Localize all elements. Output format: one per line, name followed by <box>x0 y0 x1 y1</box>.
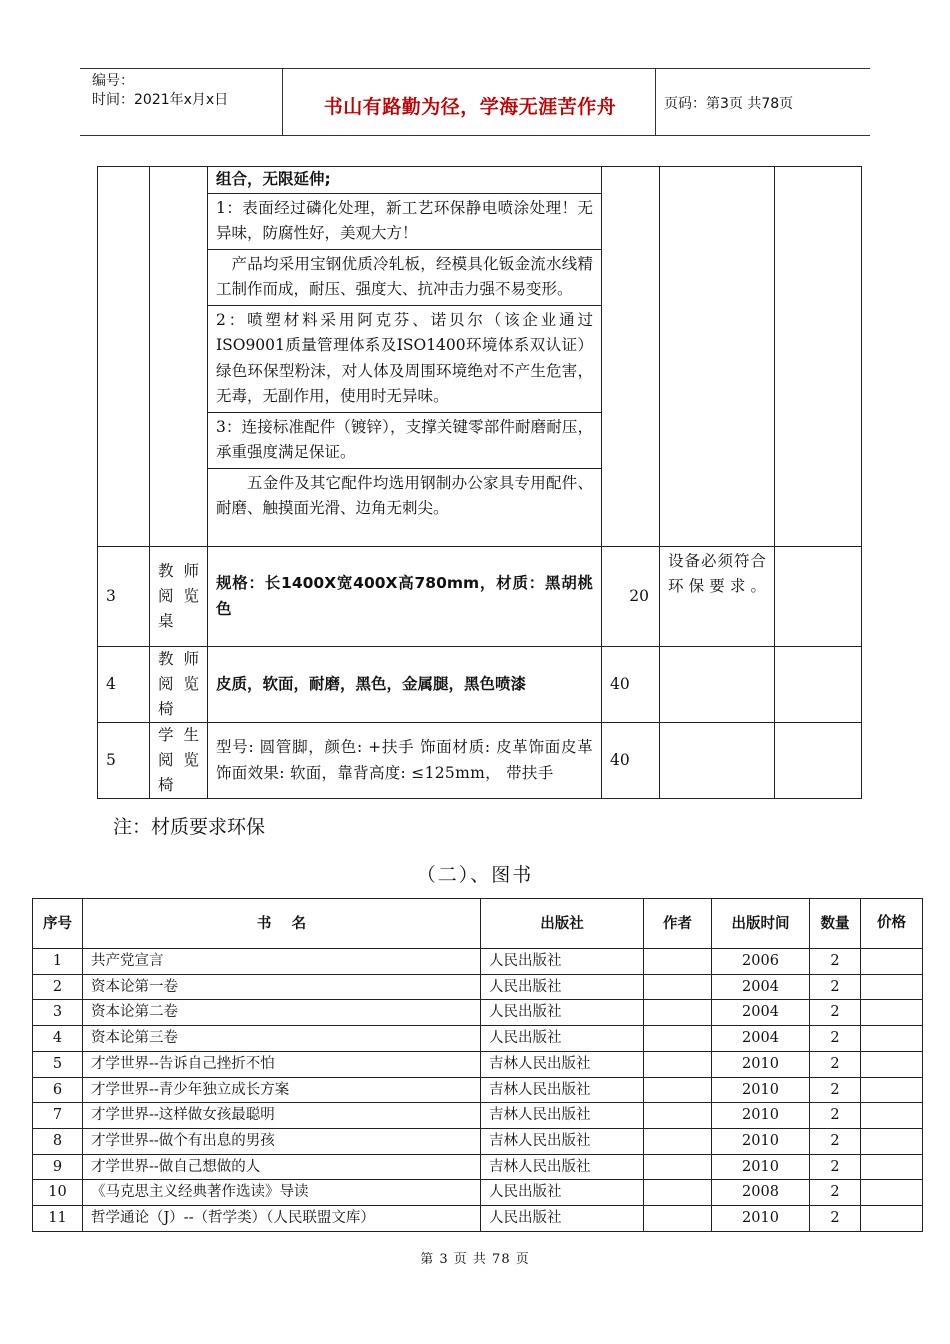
book-price <box>861 1103 923 1129</box>
book-author <box>644 1206 712 1232</box>
desc-subtable <box>208 167 601 524</box>
book-year: 2010 <box>712 1077 810 1103</box>
furniture-table <box>97 166 862 799</box>
book-year: 2006 <box>712 949 810 975</box>
book-year: 2010 <box>712 1206 810 1232</box>
item-remark <box>660 647 775 723</box>
book-publisher: 吉林人民出版社 <box>481 1103 644 1129</box>
book-author <box>644 1154 712 1180</box>
column-header: 数量 <box>810 899 861 949</box>
item-qty: 20 <box>602 547 660 647</box>
header-code: 编号： <box>92 73 134 89</box>
book-price <box>861 1051 923 1077</box>
table-row <box>33 1026 923 1052</box>
book-index: 8 <box>33 1128 83 1154</box>
table-cell <box>150 167 208 547</box>
book-author <box>644 1026 712 1052</box>
column-header: 序号 <box>33 899 83 949</box>
book-title: 才学世界--青少年独立成长方案 <box>83 1077 481 1103</box>
table-row <box>33 1206 923 1232</box>
book-index: 10 <box>33 1180 83 1206</box>
desc-cell <box>208 167 602 547</box>
table-row <box>98 647 862 723</box>
book-title: 资本论第二卷 <box>83 1000 481 1026</box>
material-note: 注：材质要求环保 <box>113 816 266 838</box>
book-year: 2010 <box>712 1051 810 1077</box>
book-price <box>861 1206 923 1232</box>
table-row <box>33 1180 923 1206</box>
book-publisher: 人民出版社 <box>481 949 644 975</box>
book-publisher: 吉林人民出版社 <box>481 1051 644 1077</box>
book-index: 11 <box>33 1206 83 1232</box>
table-row <box>33 1103 923 1129</box>
book-author <box>644 974 712 1000</box>
header-motto: 书山有路勤为径，学海无涯苦作舟 <box>323 96 617 118</box>
book-quantity: 2 <box>810 1154 861 1180</box>
book-year: 2010 <box>712 1128 810 1154</box>
table-cell <box>775 547 862 647</box>
book-publisher: 吉林人民出版社 <box>481 1077 644 1103</box>
book-price <box>861 1077 923 1103</box>
table-cell <box>775 647 862 723</box>
book-publisher: 人民出版社 <box>481 1180 644 1206</box>
book-quantity: 2 <box>810 1206 861 1232</box>
book-quantity: 2 <box>810 1103 861 1129</box>
book-year: 2004 <box>712 974 810 1000</box>
book-year: 2004 <box>712 1026 810 1052</box>
book-index: 2 <box>33 974 83 1000</box>
header-meta <box>92 72 228 110</box>
book-publisher: 人民出版社 <box>481 1000 644 1026</box>
column-header: 价格 <box>861 899 923 949</box>
book-price <box>861 1026 923 1052</box>
item-qty: 40 <box>602 647 660 723</box>
item-remark: 设备必须符合环保要求。 <box>660 547 775 647</box>
desc-line: 五金件及其它配件均选用钢制办公家具专用配件、耐磨、触摸面光滑、边角无刺尖。 <box>216 473 593 517</box>
book-quantity: 2 <box>810 974 861 1000</box>
book-author <box>644 1103 712 1129</box>
item-remark <box>660 723 775 799</box>
book-author <box>644 1180 712 1206</box>
desc-line: 产品均采用宝钢优质冷轧板，经模具化钣金流水线精工制作而成，耐压、强度大、抗冲击力强不易变形。 <box>208 249 601 305</box>
book-index: 9 <box>33 1154 83 1180</box>
header-time: 时间：2021年x月x日 <box>92 92 229 108</box>
table-row <box>33 974 923 1000</box>
books-table <box>32 898 923 1232</box>
book-publisher: 人民出版社 <box>481 1026 644 1052</box>
book-price <box>861 949 923 975</box>
book-title: 资本论第一卷 <box>83 974 481 1000</box>
table-row <box>33 1000 923 1026</box>
header-bottom-rule <box>80 135 870 136</box>
table-header-row <box>33 899 923 949</box>
book-publisher: 吉林人民出版社 <box>481 1128 644 1154</box>
book-author <box>644 1051 712 1077</box>
column-header: 出版社 <box>481 899 644 949</box>
row-number: 4 <box>98 647 150 723</box>
column-header: 作者 <box>644 899 712 949</box>
header-divider <box>655 68 656 135</box>
desc-line: 3：连接标准配件（镀锌），支撑关键零部件耐磨耐压，承重强度满足保证。 <box>208 412 601 468</box>
desc-line: 1：表面经过磷化处理，新工艺环保静电喷涂处理！无异味，防腐性好，美观大方！ <box>208 193 601 249</box>
books-table-body <box>33 949 923 1232</box>
book-price <box>861 1128 923 1154</box>
table-row <box>33 1154 923 1180</box>
table-cell <box>98 167 150 547</box>
book-year: 2004 <box>712 1000 810 1026</box>
book-author <box>644 1128 712 1154</box>
item-name: 教师阅览椅 <box>150 647 208 723</box>
table-row <box>33 949 923 975</box>
book-price <box>861 974 923 1000</box>
book-title: 才学世界--这样做女孩最聪明 <box>83 1103 481 1129</box>
book-quantity: 2 <box>810 1128 861 1154</box>
book-title: 才学世界--告诉自己挫折不怕 <box>83 1051 481 1077</box>
book-publisher: 人民出版社 <box>481 974 644 1000</box>
book-index: 5 <box>33 1051 83 1077</box>
desc-line: 2：喷塑材料采用阿克芬、诺贝尔（该企业通过ISO9001质量管理体系及ISO1400环境体系双认证）绿色环保型粉沫，对人体及周围环境绝对不产生危害，无毒，无副作用，使用时无异味。 <box>208 305 601 412</box>
row-number: 5 <box>98 723 150 799</box>
item-spec: 皮质，软面，耐磨，黑色，金属腿，黑色喷漆 <box>208 647 602 723</box>
book-author <box>644 1077 712 1103</box>
column-header: 书 名 <box>83 899 481 949</box>
book-quantity: 2 <box>810 949 861 975</box>
book-title: 共产党宣言 <box>83 949 481 975</box>
book-index: 4 <box>33 1026 83 1052</box>
book-publisher: 人民出版社 <box>481 1206 644 1232</box>
table-row <box>33 1077 923 1103</box>
book-quantity: 2 <box>810 1051 861 1077</box>
table-cell <box>775 167 862 547</box>
book-title: 才学世界--做个有出息的男孩 <box>83 1128 481 1154</box>
book-publisher: 吉林人民出版社 <box>481 1154 644 1180</box>
book-year: 2010 <box>712 1154 810 1180</box>
book-author <box>644 1000 712 1026</box>
item-spec: 规格：长1400X宽400X高780mm，材质：黑胡桃色 <box>208 547 602 647</box>
header-page-number: 页码：第3页 共78页 <box>664 96 794 112</box>
book-year: 2008 <box>712 1180 810 1206</box>
book-price <box>861 1180 923 1206</box>
item-name: 学生阅览椅 <box>150 723 208 799</box>
table-row <box>33 1051 923 1077</box>
book-quantity: 2 <box>810 1000 861 1026</box>
table-cell <box>602 167 660 547</box>
header-top-rule <box>80 68 870 69</box>
book-index: 1 <box>33 949 83 975</box>
book-index: 7 <box>33 1103 83 1129</box>
book-quantity: 2 <box>810 1077 861 1103</box>
section-title: （二）、图书 <box>416 864 534 886</box>
book-quantity: 2 <box>810 1180 861 1206</box>
table-row <box>98 547 862 647</box>
page-footer: 第 3 页 共 78 页 <box>420 1252 530 1267</box>
book-year: 2010 <box>712 1103 810 1129</box>
header-divider <box>282 68 283 135</box>
book-title: 哲学通论（J）--（哲学类）（人民联盟文库） <box>83 1206 481 1232</box>
row-number: 3 <box>98 547 150 647</box>
item-name: 教师阅览桌 <box>150 547 208 647</box>
column-header: 出版时间 <box>712 899 810 949</box>
book-author <box>644 949 712 975</box>
table-cell <box>775 723 862 799</box>
table-row <box>98 167 862 547</box>
book-price <box>861 1000 923 1026</box>
desc-line: 组合，无限延伸; <box>208 167 601 193</box>
book-title: 才学世界--做自己想做的人 <box>83 1154 481 1180</box>
item-spec: 型号: 圆管脚，颜色: +扶手 饰面材质: 皮革饰面皮革饰面效果: 软面，靠背高度: ≤125mm， 带扶手 <box>208 723 602 799</box>
book-quantity: 2 <box>810 1026 861 1052</box>
table-cell <box>660 167 775 547</box>
book-index: 3 <box>33 1000 83 1026</box>
book-title: 《马克思主义经典著作选读》导读 <box>83 1180 481 1206</box>
table-row <box>33 1128 923 1154</box>
book-price <box>861 1154 923 1180</box>
table-row <box>98 723 862 799</box>
book-index: 6 <box>33 1077 83 1103</box>
book-title: 资本论第三卷 <box>83 1026 481 1052</box>
item-qty: 40 <box>602 723 660 799</box>
